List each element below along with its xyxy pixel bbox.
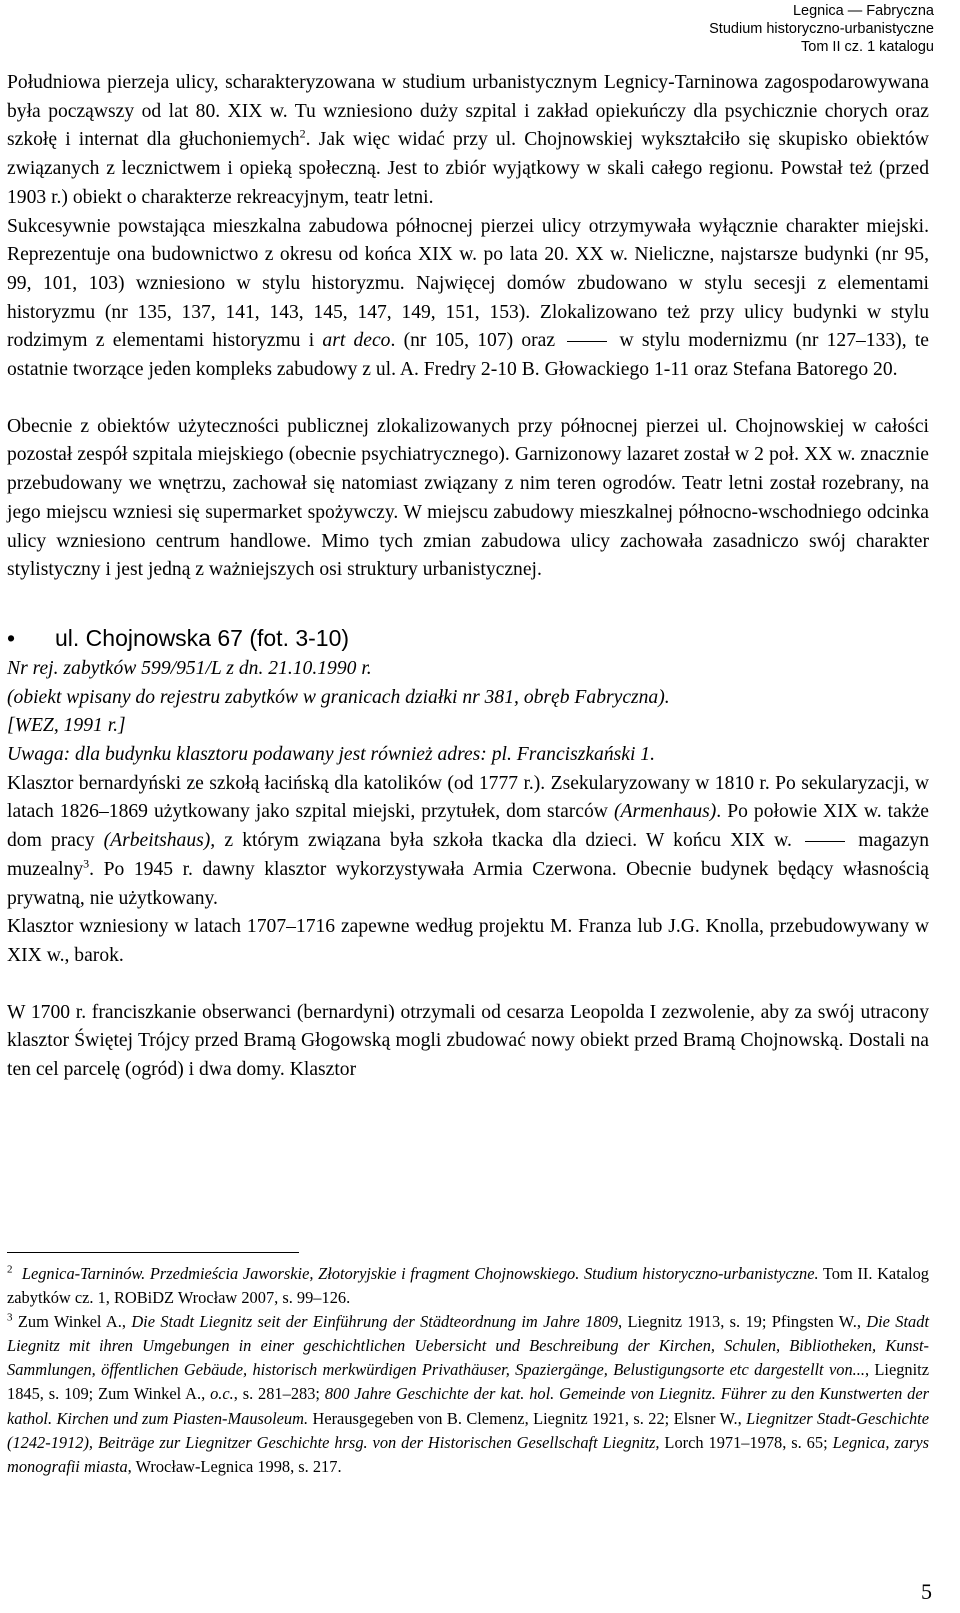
footnotes <box>7 1262 929 1479</box>
bullet-icon: • <box>7 624 16 651</box>
footnote-2: $^2$ Legnica-Tarninów. Przedmieścia Jaworskie, Złotoryjskie i fragment Chojnowskiego. Studium historyczno-urbanistyczne. Tom II. Katalog zabytków cz. 1, ROBiDZ Wrocław 2007, s. 99–126. <box>7 1263 929 1308</box>
address-note: Uwaga: dla budynku klasztoru podawany jest również adres: pl. Franciszkański 1. <box>7 744 655 766</box>
page-number: 5 <box>921 1579 932 1604</box>
em-dash <box>805 841 845 842</box>
running-header <box>709 2 934 56</box>
footnote-ref-3[interactable]: 3 <box>83 856 90 871</box>
footnote-ref-2[interactable]: 2 <box>299 126 306 141</box>
header-line-1: Legnica — Fabryczna <box>792 3 934 19</box>
paragraph-south-frontage: Południowa pierzeja ulicy, scharakteryzowana w studium urbanistycznym Legnicy-Tarninowa zagospodarowywana była począwszy od lat 80. XIX w. Tu wzniesiono duży szpital i zakład opiekuńczy dla psychicznie chorych oraz szkołę i internat dla głuchoniemych$^2$. Jak więc widać przy ul. Chojnowskiej wykształciło się skupisko obiektów związanych z lecznictwem i opieką społeczną. Jest to zbiór wyjątkowy w skali całego regionu. Powstał też (przed 1903 r.) obiekt o charakterze rekreacyjnym, teatr letni. <box>7 72 930 208</box>
paragraph-public-buildings: Obecnie z obiektów użyteczności publicznej zlokalizowanych przy północnej pierzei ul. Chojnowskiej w całości pozostał zespół szpitala miejskiego (obecnie psychiatrycznego). Garnizonowy lazaret został w 2 poł. XX w. znacznie przebudowany we wnętrzu, zachował się natomiast związany z nim teren ogrodów. Teatr letni został rozebrany, na jego miejscu wzniesi się supermarket spożywczy. W miejscu zabudowy mieszkalnej północno-wschodniego odcinka ulicy wzniesiono centrum handlowe. Mimo tych zmian zabudowa ulicy zachowała zasadniczo swój charakter stylistyczny i jest jedną z ważniejszych osi struktury urbanistycznej. <box>7 415 929 581</box>
paragraph-monastery-origin: W 1700 r. franciszkanie obserwanci (bernardyni) otrzymali od cesarza Leopolda I zezwolenie, aby za swój utracony klasztor Świętej Trójcy przed Bramą Głogowską mogli zbudować nowy obiekt przed Bramą Chojnowską. Dostali na ten cel parcelę (ogród) i dwa domy. Klasztor <box>7 1001 929 1081</box>
header-line-2: Studium historyczno-urbanistyczne <box>709 21 934 37</box>
paragraph-monastery-history: Klasztor bernardyński ze szkołą łacińską dla katolików (od 1777 r.). Zsekularyzowany w 1810 r. Po sekularyzacji, w latach 1826–1869 użytkowany jako szpital miejski, przytułek, dom starców (Armenhaus). Po połowie XIX w. także dom pracy (Arbeitshaus), z którym związana była szkoła tkacka dla dzieci. W końcu XIX w. magazyn muzealny$^3$. Po 1945 r. dawny klasztor wykorzystywała Armia Czerwona. Obecnie budynek będący własnością prywatną, nie użytkowany. <box>7 772 929 909</box>
paragraph-monastery-build: Klasztor wzniesiony w latach 1707–1716 zapewne według projektu M. Franza lub J.G. Knolla, przebudowywany w XIX w., barok. <box>7 916 929 966</box>
registry-source: [WEZ, 1991 r.] <box>7 715 126 737</box>
header-line-3: Tom II cz. 1 katalogu <box>801 39 934 55</box>
registry-scope: (obiekt wpisany do rejestru zabytków w granicach działki nr 381, obręb Fabryczna). <box>7 686 670 708</box>
section-heading <box>7 621 929 655</box>
main-text <box>7 69 929 1085</box>
footnote-divider <box>7 1252 299 1253</box>
registry-number: Nr rej. zabytków 599/951/L z dn. 21.10.1990 r. <box>7 657 372 679</box>
paragraph-north-frontage: Sukcesywnie powstająca mieszkalna zabudowa północnej pierzei ulicy otrzymywała wyłącznie charakter miejski. Reprezentuje ona budownictwo z okresu od końca XIX w. po lata 20. XX w. Nieliczne, najstarsze budynki (nr 95, 99, 101, 103) wzniesiono w stylu historyzmu. Najwięcej domów zbudowano w stylu secesji z elementami historyzmu (nr 135, 137, 141, 143, 145, 147, 149, 151, 153). Zlokalizowano też przy ulicy budynki w stylu rodzimym z elementami historyzmu i art deco. (nr 105, 107) oraz w stylu modernizmu (nr 127–133), te ostatnie tworzące jeden kompleks zabudowy z ul. A. Fredry 2-10 B. Głowackiego 1-11 oraz Stefana Batorego 20. <box>7 215 929 381</box>
footnote-3: $^3$ Zum Winkel A., Die Stadt Liegnitz seit der Einführung der Städteordnung im Jahre 1809, Liegnitz 1913, s. 19; Pfingsten W., Die Stadt Liegnitz mit ihren Umgebungen in einer geschichtlichen Uebersicht und Beschreibung der Kirchen, Schulen, Bibliotheken, Kunst-Sammlungen, öffentlichen Gebäude, historisch merkwürdigen Privathäuser, Spaziergänge, Belustigungsorte etc dargestellt von..., Liegnitz 1845, s. 109; Zum Winkel A., o.c., s. 281–283; 800 Jahre Geschichte der kat. hol. Gemeinde von Liegnitz. Führer zu den Kunstwerten der kathol. Kirchen und zum Piasten-Mausoleum. Herausgegeben von B. Clemenz, Liegnitz 1921, s. 22; Elsner W., Liegnitzer Stadt-Geschichte (1242-1912), Beiträge zur Liegnitzer Geschichte hrsg. von der Historischen Gesellschaft Liegnitz, Lorch 1971–1978, s. 65; Legnica, zarys monografii miasta, Wrocław-Legnica 1998, s. 217. <box>7 1311 930 1476</box>
section-title: ul. Chojnowska 67 (fot. 3-10) <box>55 624 350 651</box>
em-dash <box>567 341 607 342</box>
